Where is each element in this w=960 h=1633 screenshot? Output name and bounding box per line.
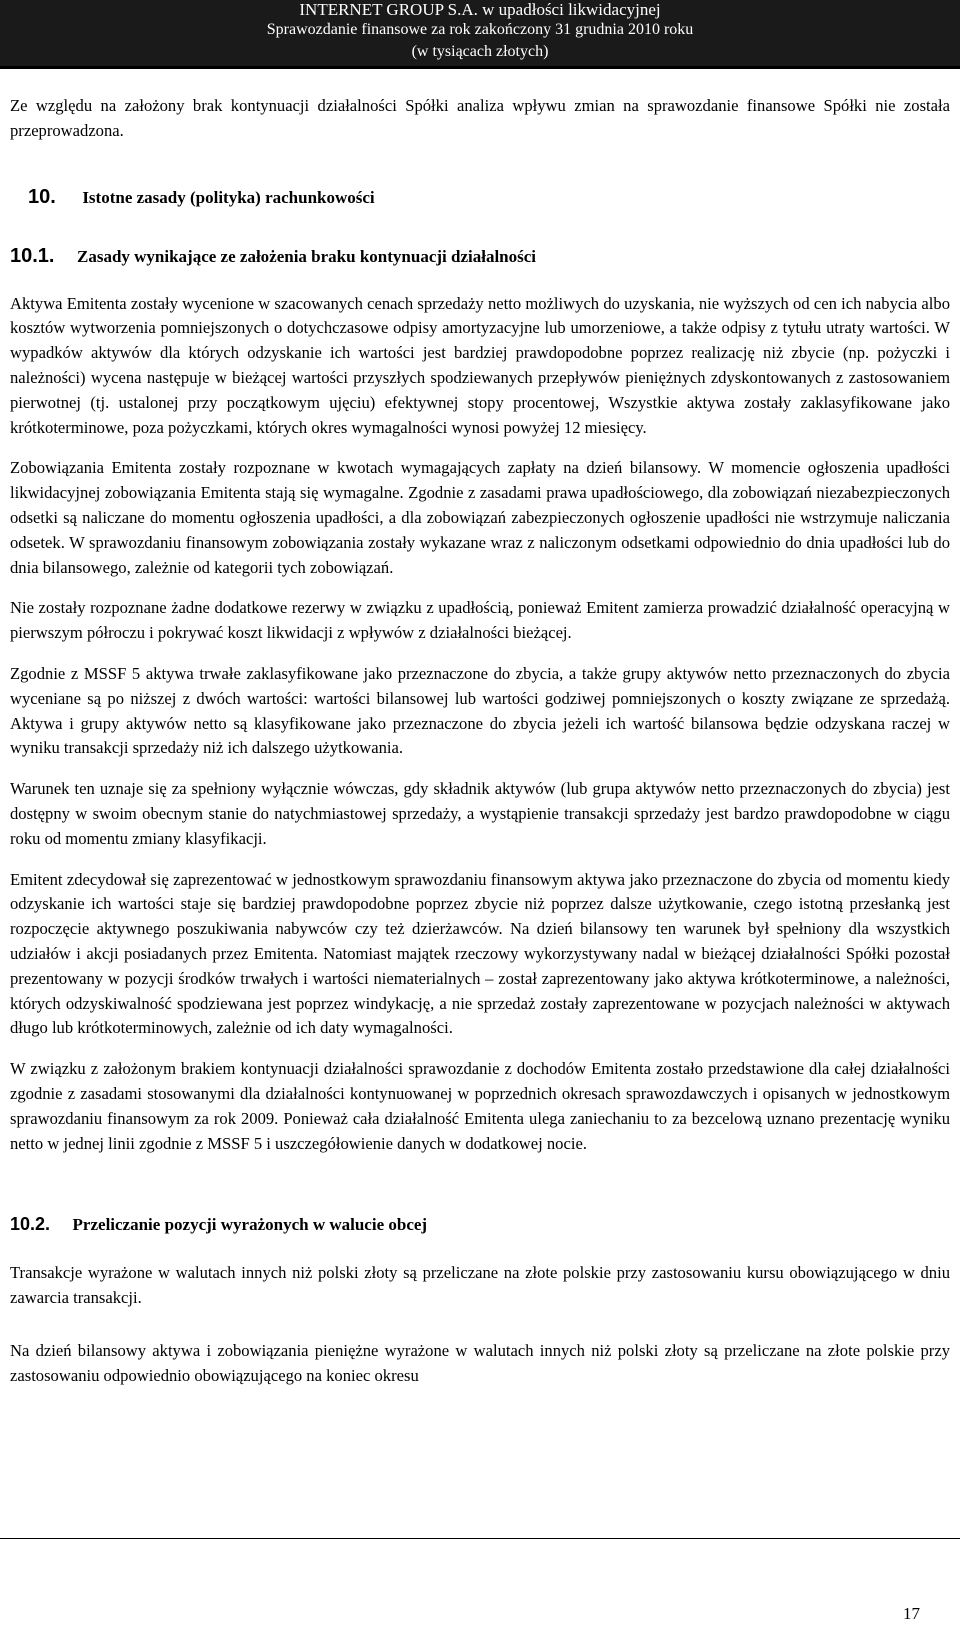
section-10-2-number: 10.2. [10, 1214, 51, 1235]
paragraph-2: Zobowiązania Emitenta zostały rozpoznane w kwotach wymagających zapłaty na dzień bilansowy. W momencie ogłoszenia upadłości likwidacyjnej zobowiązania Emitenta stają się wymagalne. Zgodnie z zasadami prawa upadłościowego, dla zobowiązań niezabezpieczonych odsetki są naliczane do momentu ogłoszenia upadłości, a dla zobowiązań zabezpieczonych ogłoszenie upadłości nie wstrzymuje naliczania odsetek. W sprawozdaniu finansowym zobowiązania zostały wykazane wraz z naliczonym odsetkami odpowiednio do dnia upadłości lub do dnia bilansowego, zależnie od kategorii tych zobowiązań. [10, 458, 950, 577]
paragraph-8: Transakcje wyrażone w walutach innych niż polski złoty są przeliczane na złote polskie przy zastosowaniu kursu obowiązującego w dniu zawarcia transakcji. [10, 1263, 950, 1308]
paragraph-7: W związku z założonym brakiem kontynuacji działalności sprawozdanie z dochodów Emitenta zostało przedstawione dla całej działalności zgodnie z zasadami stosowanymi dla działalności kontynuowanej w poprzednich okresach sprawozdawczych i opisanych w jednostkowym sprawozdaniu finansowym za rok 2009. Ponieważ cała działalność Emitenta ulega zaniechaniu to za bezcelową uznano prezentację wyniku netto w jednej linii zgodnie z MSSF 5 i uszczegółowienie danych w dodatkowej nocie. [10, 1059, 950, 1153]
paragraph-5: Warunek ten uznaje się za spełniony wyłącznie wówczas, gdy składnik aktywów (lub grupa aktywów netto przeznaczonych do zbycia) jest dostępny w swoim obecnym stanie do natychmiastowej sprzedaży, a wystąpienie transakcji sprzedaży jest bardzo prawdopodobne w ciągu roku od momentu zmiany klasyfikacji. [10, 779, 950, 848]
section-10-2-title: Przeliczanie pozycji wyrażonych w walucie obcej [72, 1215, 428, 1235]
header-company: INTERNET GROUP S.A. w upadłości likwidacyjnej [299, 0, 661, 19]
header-divider [0, 66, 960, 69]
paragraph-3: Nie zostały rozpoznane żadne dodatkowe rezerwy w związku z upadłością, ponieważ Emitent zamierza prowadzić działalność operacyjną w pierwszym półroczu i pokrywać koszt likwidacji z wpływów z działalności bieżącej. [10, 598, 950, 643]
section-10-1-heading [10, 244, 950, 269]
header-report-title: Sprawozdanie finansowe za rok zakończony 31 grudnia 2010 roku [266, 21, 694, 38]
section-10-2-heading [10, 1212, 950, 1237]
paragraph-9: Na dzień bilansowy aktywa i zobowiązania pieniężne wyrażone w walutach innych niż polski złoty są przeliczane na złote polskie przy zastosowaniu odpowiednio obowiązującego na koniec okresu [10, 1340, 950, 1385]
document-body [10, 94, 950, 1388]
document-header [0, 0, 960, 66]
footer-divider [0, 1538, 960, 1539]
section-10-heading [10, 185, 950, 210]
section-10-1-title: Zasady wynikające ze założenia braku kontynuacji działalności [76, 246, 537, 266]
section-10-number: 10. [28, 185, 56, 208]
paragraph-1: Aktywa Emitenta zostały wycenione w szacowanych cenach sprzedaży netto możliwych do uzyskania, nie wyższych od cen ich nabycia albo kosztów wytworzenia pomniejszonych o dotychczasowe odpisy amortyzacyjne lub umorzeniowe, a także odpisy z tytułu utraty wartości. W wypadków aktywów dla których odzyskanie ich wartości jest bardziej prawdopodobne poprzez realizację niż zbycie (np. pożyczki i należności) wycena następuje w bieżącej wartości przyszłych spodziewanych przepływów pieniężnych zdyskontowanych z zastosowaniem pierwotnej (tj. ustalonej przy początkowym ujęciu) efektywnej stopy procentowej, Wszystkie aktywa zostały zaklasyfikowane jako krótkoterminowe, poza pożyczkami, których okres wymagalności wynosi powyżej 12 miesięcy. [10, 293, 950, 437]
page-number: 17 [903, 1604, 920, 1623]
header-units: (w tysiącach złotych) [411, 43, 549, 60]
paragraph-6: Emitent zdecydował się zaprezentować w jednostkowym sprawozdaniu finansowym aktywa jako przeznaczone do zbycia od momentu kiedy odzyskanie ich wartości staje się bardziej prawdopodobne poprzez zbycie niż poprzez dalsze użytkowanie, czego istotną przesłanką jest rozpoczęcie aktywnego poszukiwania nabywców czy też dzierżawców. Na dzień bilansowy ten warunek był spełniony dla wszystkich udziałów i akcji posiadanych przez Emitenta. Natomiast majątek rzeczowy wykorzystywany nadal w bieżącej działalności Spółki pozostał prezentowany w pozycji środków trwałych i wartości niematerialnych – został zaprezentowany jako aktywa krótkoterminowe, a należności, których odzyskiwalność spodziewana jest poprzez windykację, a nie sprzedaż zostały zaprezentowane w pozycjach należności w aktywach długo lub krótkoterminowych, zależnie od ich daty wymagalności. [10, 869, 950, 1038]
intro-paragraph: Ze względu na założony brak kontynuacji działalności Spółki analiza wpływu zmian na sprawozdanie finansowe Spółki nie została przeprowadzona. [10, 96, 950, 140]
paragraph-4: Zgodnie z MSSF 5 aktywa trwałe zaklasyfikowane jako przeznaczone do zbycia, a także grupy aktywów netto przeznaczonych do zbycia wyceniane są po niższej z dwóch wartości: wartości bilansowej lub wartości godziwej pomniejszonych o koszty związane ze sprzedażą. Aktywa i grupy aktywów netto są klasyfikowane jako przeznaczone do zbycia jeżeli ich wartość bilansowa będzie odzyskana raczej w wyniku transakcji sprzedaży niż ich dalszego użytkowania. [10, 663, 950, 758]
section-10-title: Istotne zasady (polityka) rachunkowości [82, 187, 375, 207]
section-10-1-number: 10.1. [10, 244, 55, 267]
